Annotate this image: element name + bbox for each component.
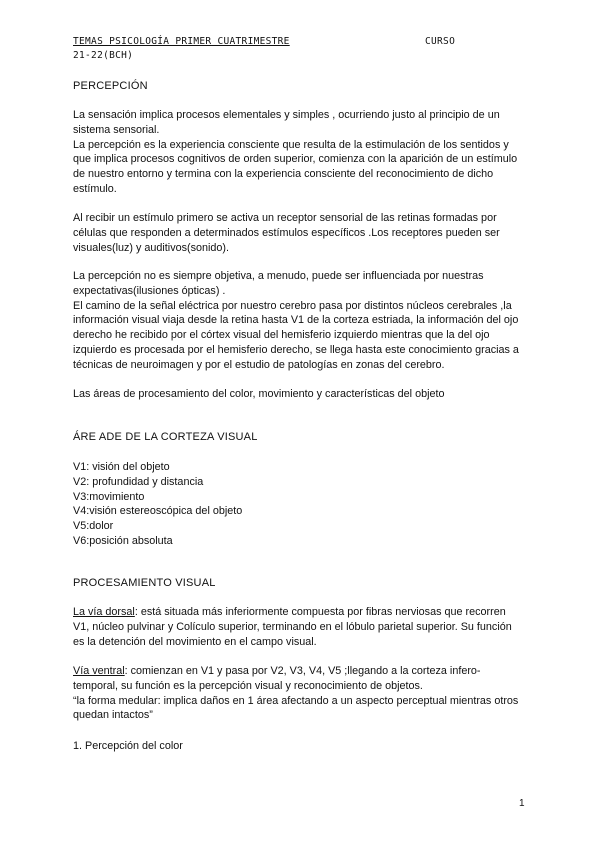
ventral-block (73, 664, 523, 723)
paragraph: Al recibir un estímulo primero se activa un receptor sensorial de las retinas formadas por células que responden a determinados estímulos específicos .Los receptores pueden ser visuales(luz) y auditivos(sonido). (73, 212, 500, 254)
quote-paragraph: “la forma medular: implica daños en 1 área afectando a un aspecto perceptual mientras otros quedan intactos” (73, 694, 519, 722)
percepcion-block-1 (73, 108, 523, 197)
list-item: V6:posición absoluta (73, 534, 173, 547)
areas-list (73, 460, 523, 549)
list-item: V5:dolor (73, 520, 114, 533)
course-label: CURSO (425, 36, 456, 47)
list-item: V2: profundidad y distancia (73, 475, 204, 488)
section-title-percepcion: PERCEPCIÓN (73, 80, 148, 92)
percepcion-block-2 (73, 269, 523, 373)
paragraph: Las áreas de procesamiento del color, movimiento y características del objeto (73, 388, 445, 400)
paragraph: La percepción es la experiencia consciente que resulta de la estimulación de los sentidos y que implica procesos cognitivos de orden superior, comienza con la aparición de un estímulo de nuestro entorno y termina con la experiencia consciente del reconocimiento de dicho estímulo. (73, 138, 518, 195)
ventral-text: : comienzan en V1 y pasa por V2, V3, V4, V5 ;llegando a la corteza infero-temporal, su función es la percepción visual y reconocimiento de objetos. (73, 665, 481, 692)
section-title-procesamiento: PROCESAMIENTO VISUAL (73, 577, 216, 589)
list-item: V4:visión estereoscópica del objeto (73, 505, 243, 518)
page-number: 1 (519, 798, 525, 809)
ventral-paragraph (73, 664, 523, 694)
ventral-label: Vía ventral (73, 665, 125, 677)
course-value: 21-22(BCH) (73, 50, 134, 61)
dorsal-label: La vía dorsal (73, 606, 135, 618)
document-title: TEMAS PSICOLOGÍA PRIMER CUATRIMESTRE (73, 36, 290, 47)
section-title-areas: ÁRE ADE DE LA CORTEZA VISUAL (73, 431, 258, 443)
paragraph: El camino de la señal eléctrica por nuestro cerebro pasa por distintos núcleos cerebrales ,la información visual viaja desde la retina hasta V1 de la corteza estriada, la información del ojo derecho he recibido por el córtex visual del hemisferio izquierdo mientras que la del ojo izquierdo es procesada por el hemisferio derecho, se llega hasta este conocimiento gracias a técnicas de neuroimagen y por el estudio de patologías en zonas del cerebro. (73, 299, 519, 371)
paragraph: La sensación implica procesos elementales y simples , ocurriendo justo al principio de un sistema sensorial. (73, 109, 500, 136)
dorsal-paragraph (73, 605, 523, 649)
subsection-title: 1. Percepción del color (73, 740, 183, 752)
paragraph: La percepción no es siempre objetiva, a menudo, puede ser influenciada por nuestras expectativas(ilusiones ópticas) . (73, 270, 484, 297)
list-item: V3:movimiento (73, 490, 145, 503)
dorsal-text: : está situada más inferiormente compuesta por fibras nerviosas que recorren V1, núcleo pulvinar y Colículo superior, terminando en el lóbulo parietal superior. Su función es la detención del movimiento en el campo visual. (73, 606, 512, 648)
list-item: V1: visión del objeto (73, 461, 170, 473)
